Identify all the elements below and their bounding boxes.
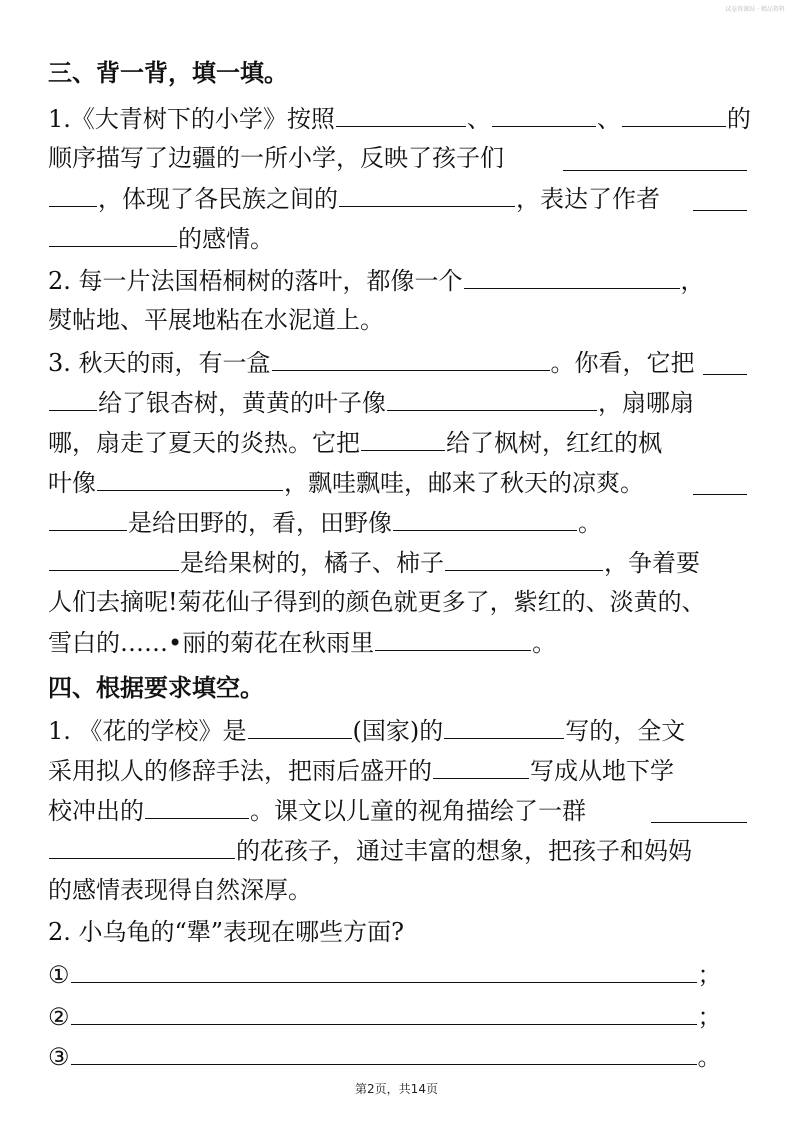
answer-blank[interactable] [464,260,680,289]
answer-blank[interactable] [387,382,597,411]
s3-q3-line8 [48,622,748,662]
text: 。 [578,509,602,537]
text: ； [697,1003,722,1031]
text: 的花孩子，通过丰富的想象，把孩子和妈妈 [236,837,692,865]
s3-q2-line1 [48,260,748,300]
answer-blank[interactable] [492,98,596,127]
s3-q3-line4 [48,462,748,502]
text: 哪，扇走了夏天的炎热。它把 [48,429,360,457]
answer-blank[interactable] [49,830,235,859]
section4-title: 四、根据要求填空。 [48,674,264,702]
s3-q3-line1 [48,342,748,382]
answer-blank[interactable] [433,750,529,779]
answer-blank[interactable] [49,502,127,531]
answer-blank[interactable] [445,542,603,571]
text: 写成从地下学 [530,757,674,785]
section3-title: 三、背一背，填一填。 [48,59,288,87]
text: 给了银杏树，黄黄的叶子像 [98,389,386,417]
s3-q1-line3 [48,178,748,218]
s4-q1-line1 [48,710,748,750]
answer-blank[interactable] [97,462,283,491]
s3-q3-line6 [48,542,748,582]
answer-blank[interactable] [444,710,564,739]
text: 。 [532,629,557,657]
text: ，扇哪扇 [598,389,694,417]
s4-q2-item-2 [48,996,748,1036]
text: ，表达了作者 [516,185,660,213]
answer-blank[interactable] [145,790,249,819]
answer-blank[interactable] [393,502,577,531]
s3-q3-line5 [48,502,748,542]
answer-blank[interactable] [375,622,531,651]
text: 写的，全文 [565,717,686,745]
answer-blank[interactable] [49,382,97,411]
page-footer: 第2页，共14页 [355,1082,438,1096]
text: 1.《大青树下的小学》按照 [48,105,335,133]
text: 。你看，它把 [550,349,695,377]
s4-q1-line3 [48,790,748,830]
text: 采用拟人的修辞手法，把雨后盛开的 [48,757,432,785]
text: 、 [596,105,621,133]
answer-blank[interactable] [703,346,747,375]
answer-blank[interactable] [693,182,747,211]
answer-blank[interactable] [49,218,177,247]
answer-blank[interactable] [71,954,697,983]
text: 的 [726,105,751,133]
text: ，争着要 [604,549,700,577]
s3-q3-line7: 人们去摘呢!菊花仙子得到的颜色就更多了，紫红的、淡黄的、 [48,588,706,616]
s4-q1-line4 [48,830,748,870]
item-number: ② [48,1003,70,1031]
answer-blank[interactable] [49,542,179,571]
text: 叶像 [48,469,96,497]
text: ， [680,267,705,295]
text: ，飘哇飘哇，邮来了秋天的凉爽。 [284,469,644,497]
item-number: ③ [48,1043,70,1071]
s4-q2-item-1 [48,954,748,994]
text: ，体现了各民族之间的 [98,185,338,213]
s3-q3-line3 [48,422,748,462]
answer-blank[interactable] [693,466,747,495]
answer-blank[interactable] [563,142,747,171]
s4-q1-line2 [48,750,748,790]
answer-blank[interactable] [361,422,445,451]
answer-blank[interactable] [339,178,515,207]
text: 是给果树的，橘子、柿子 [180,549,444,577]
corner-watermark: 试卷资源站 · 精品资料 [725,6,785,13]
item-number: ① [48,961,70,989]
answer-blank[interactable] [248,710,352,739]
s3-q2-line2: 熨帖地、平展地粘在水泥道上。 [48,306,384,334]
s3-q1-line2 [48,138,748,178]
answer-blank[interactable] [336,98,466,127]
s4-q2-title: 2. 小乌龟的“犟”表现在哪些方面? [48,918,404,946]
answer-blank[interactable] [272,342,550,371]
text: 。 [697,1043,722,1071]
text: (国家)的 [352,717,444,745]
text: 3. 秋天的雨，有一盒 [48,349,271,377]
s3-q3-line2 [48,382,748,422]
text: 顺序描写了边疆的一所小学，反映了孩子们 [48,144,504,172]
text: 的感情。 [178,225,274,253]
s3-q1-line1 [48,98,751,138]
text: 。课文以儿童的视角描绘了一群 [250,797,586,825]
text: 1. 《花的学校》是 [48,717,247,745]
text: 是给田野的，看，田野像 [128,509,392,537]
s3-q1-line4 [48,218,748,258]
answer-blank[interactable] [71,996,697,1025]
answer-blank[interactable] [651,794,747,823]
text: 雪白的……•丽的菊花在秋雨里 [48,629,375,657]
text: 给了枫树，红红的枫 [446,429,662,457]
s4-q2-item-3 [48,1036,748,1076]
text: 、 [466,105,491,133]
text: 校冲出的 [48,797,144,825]
answer-blank[interactable] [71,1036,697,1065]
answer-blank[interactable] [49,178,97,207]
s4-q1-line5: 的感情表现得自然深厚。 [48,876,312,904]
text: ； [697,961,722,989]
answer-blank[interactable] [622,98,726,127]
text: 2. 每一片法国梧桐树的落叶，都像一个 [48,267,463,295]
